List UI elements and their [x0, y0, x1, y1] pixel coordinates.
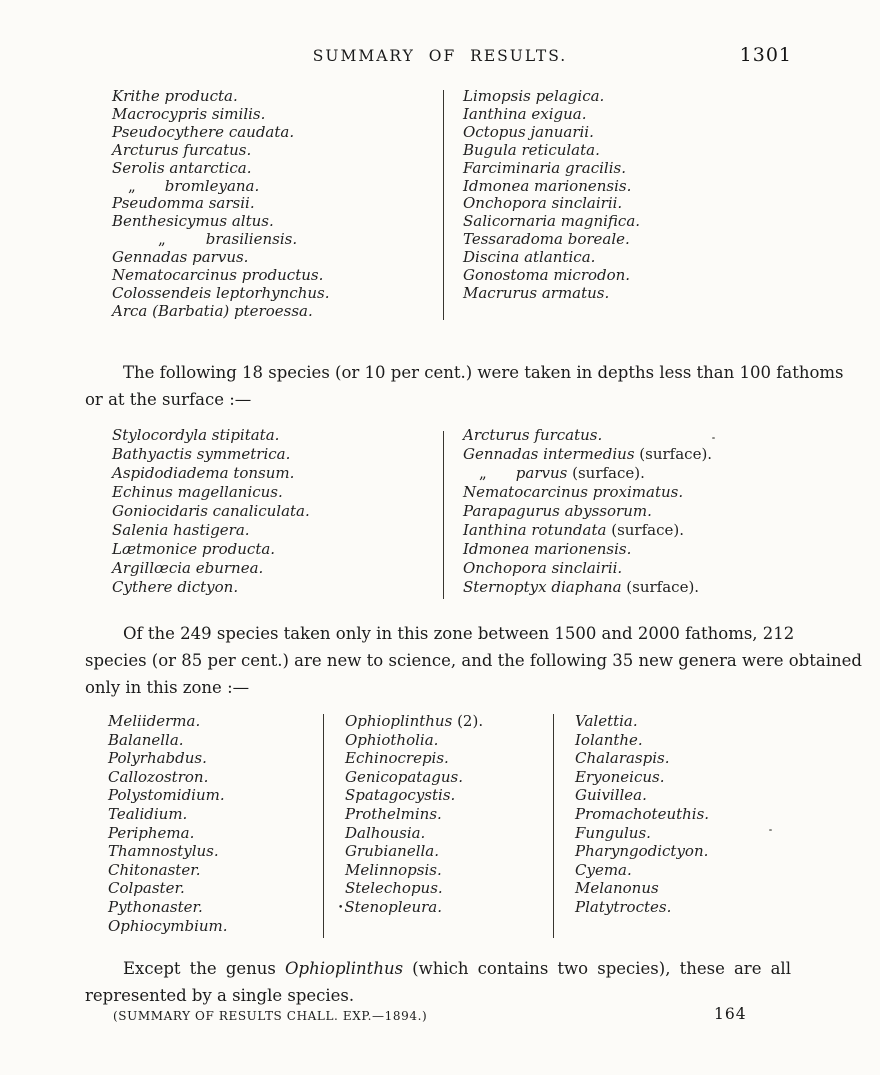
paragraph-shallow-species [85, 360, 844, 414]
species-name: Arcturus furcatus. [463, 426, 603, 444]
paragraph-text: Of the 249 species taken only in this zone between 1500 and 2000 fathoms, 212 [123, 624, 795, 643]
species-name: Meliiderma. [108, 712, 201, 730]
species-name: Arca (Barbatia) pteroessa. [112, 301, 313, 320]
species-item [112, 249, 330, 267]
species-item [112, 285, 330, 303]
species-name: Idmonea marionensis. [463, 176, 632, 195]
species-item [463, 142, 640, 160]
species-name: Stylocordyla stipitata. [112, 426, 280, 444]
species-item [345, 712, 483, 731]
species-item [463, 540, 712, 559]
species-item [463, 213, 640, 231]
species-name: Colpaster. [108, 879, 185, 898]
species-item [463, 578, 712, 597]
species-name: Salicornaria magnifica. [463, 212, 641, 231]
species-item [575, 731, 709, 750]
species-name: Echinus magellanicus. [112, 483, 283, 501]
paragraph-line [85, 621, 795, 648]
species-item [463, 160, 640, 178]
species-name: Benthesicymus altus. [112, 212, 274, 231]
species-name: Chitonaster. [108, 860, 201, 879]
species-name: Eryoneicus. [575, 767, 665, 786]
species-note: (surface). [606, 521, 684, 539]
species-name: Gennadas parvus. [112, 248, 249, 267]
species-item [108, 898, 228, 917]
species-name: Grubianella. [345, 842, 439, 861]
species-name: Ophiocymbium. [108, 916, 228, 935]
species-item [345, 824, 483, 843]
species-name: Prothelmins. [345, 804, 442, 823]
species-item [112, 464, 310, 483]
species-item [112, 483, 310, 502]
species-name: Serolis antarctica. [112, 158, 252, 177]
species-item [345, 842, 483, 861]
species-item [575, 786, 709, 805]
species-name: Macrocypris similis. [112, 104, 266, 123]
species-item [345, 786, 483, 805]
species-name: Pseudomma sarsii. [112, 194, 255, 213]
species-item [112, 178, 330, 196]
species-name: Onchopora sinclairii. [463, 559, 623, 577]
species-item [463, 445, 712, 464]
species-name: Lætmonice producta. [112, 540, 276, 558]
species-item [108, 917, 228, 936]
species-name: Platytroctes. [575, 897, 672, 916]
species-name: Ianthina exigua. [463, 104, 587, 123]
genera-list-column-3 [575, 712, 709, 917]
species-item [108, 786, 228, 805]
species-name: Chalaraspis. [575, 749, 670, 768]
species-item [345, 879, 483, 898]
species-list-2-left-column [112, 426, 310, 597]
genera-list-column-2 [338, 712, 484, 918]
species-name: Gonostoma microdon. [463, 266, 631, 285]
species-name: Onchopora sinclairii. [463, 194, 623, 213]
species-list-1-left-column [112, 88, 330, 321]
species-item [463, 426, 712, 445]
species-name: Arcturus furcatus. [112, 140, 252, 159]
species-name: Promachoteuthis. [575, 804, 710, 823]
species-item [112, 559, 310, 578]
species-name: Genicopatagus. [345, 767, 463, 786]
species-name: Periphema. [108, 823, 195, 842]
paragraph-text: represented by a single species. [85, 985, 355, 1005]
species-name: Cyema. [575, 860, 632, 879]
species-item [463, 502, 712, 521]
species-name: Argillœcia eburnea. [112, 559, 264, 577]
species-item [575, 898, 709, 917]
species-item [575, 712, 709, 731]
species-item [112, 303, 330, 321]
page-number: 1301 [739, 44, 792, 66]
species-name: Ophiotholia. [345, 730, 439, 749]
species-note: (surface). [567, 464, 645, 482]
species-name: Farciminaria gracilis. [463, 158, 626, 177]
ink-dot: • [338, 902, 344, 913]
species-name: Nematocarcinus productus. [112, 266, 324, 285]
species-note: (surface). [634, 445, 713, 463]
species-name: Gennadas intermedius [463, 445, 635, 463]
species-name: Bugula reticulata. [463, 140, 600, 159]
species-name: Guivillea. [575, 786, 647, 805]
species-item [112, 445, 310, 464]
species-item [108, 879, 228, 898]
species-item [108, 712, 228, 731]
species-item [463, 267, 640, 285]
species-name: Callozostron. [108, 767, 209, 786]
species-name: Fungulus. [575, 823, 651, 842]
paragraph-line [85, 983, 791, 1010]
species-item [112, 160, 330, 178]
paragraph-line [85, 675, 791, 702]
species-name: parvus [515, 464, 568, 482]
species-item [112, 502, 310, 521]
species-item [575, 768, 709, 787]
species-item [463, 559, 712, 578]
running-head-title: SUMMARY OF RESULTS. [312, 47, 568, 65]
paragraph-line [85, 360, 844, 387]
species-name: Melanonus [575, 879, 659, 898]
paragraph-text: The following 18 species (or 10 per cent.) were taken in depths less than 100 fathoms [123, 363, 844, 382]
species-name: Dalhousia. [345, 823, 426, 842]
species-item [108, 731, 228, 750]
species-item [112, 540, 310, 559]
species-item [575, 861, 709, 880]
species-item [463, 249, 640, 267]
species-name: Polyrhabdus. [108, 749, 207, 768]
species-item [575, 824, 709, 843]
species-name: Aspidodiadema tonsum. [112, 464, 295, 482]
species-name: Krithe producta. [112, 87, 238, 105]
paragraph-new-genera [85, 621, 862, 701]
species-name: Pseudocythere caudata. [112, 122, 295, 141]
species-item [575, 879, 709, 898]
species-name: Bathyactis symmetrica. [112, 445, 291, 463]
species-name: Discina atlantica. [463, 248, 596, 267]
ditto-mark: „ [158, 230, 166, 249]
species-name: Colossendeis leptorhynchus. [112, 283, 330, 302]
species-item [345, 731, 483, 750]
species-item [112, 267, 330, 285]
species-item [463, 521, 712, 540]
species-name: Goniocidaris canaliculata. [112, 502, 310, 520]
species-list-2-right-column [463, 426, 712, 597]
ditto-mark: „ [128, 176, 136, 195]
genus-name-inline: Ophioplinthus [285, 959, 404, 978]
species-item [112, 88, 330, 106]
column-divider-rule [443, 431, 444, 599]
species-item [463, 106, 640, 124]
paragraph-text: (which contains two species), these are all [403, 959, 791, 978]
species-name: Salenia hastigera. [112, 521, 250, 539]
species-item [463, 88, 640, 106]
paragraph-line [85, 387, 791, 414]
species-item [108, 861, 228, 880]
paragraph-line [85, 648, 862, 675]
species-item [345, 749, 483, 768]
species-item [463, 483, 712, 502]
species-item [345, 768, 483, 787]
species-name: Thamnostylus. [108, 842, 219, 861]
species-name: Ophioplinthus [345, 712, 453, 730]
species-item [463, 285, 640, 303]
species-name: Balanella. [108, 730, 184, 749]
paragraph-text: Except the genus [123, 959, 286, 978]
species-name: Tealidium. [108, 804, 188, 823]
species-item [108, 842, 228, 861]
species-item [345, 805, 483, 824]
ditto-mark: „ [479, 464, 487, 482]
species-item [463, 178, 640, 196]
column-divider-rule [323, 714, 324, 938]
species-name: Pythonaster. [108, 897, 203, 916]
species-note: (2). [452, 712, 484, 730]
footer-signature-number: 164 [714, 1005, 747, 1023]
species-name: Spatagocystis. [345, 786, 456, 805]
species-item [112, 231, 330, 249]
species-list-1-right-column [463, 88, 640, 303]
species-item [463, 464, 712, 483]
species-name: bromleyana. [164, 176, 260, 195]
species-item [112, 106, 330, 124]
species-name: Tessaradoma boreale. [463, 230, 630, 249]
paragraph-text: only in this zone :— [85, 677, 250, 697]
species-note: (surface). [621, 578, 700, 596]
paragraph-text: or at the surface :— [85, 389, 252, 409]
species-item [108, 805, 228, 824]
species-item [463, 231, 640, 249]
species-item [575, 842, 709, 861]
species-name: Stenopleura. [344, 897, 443, 916]
species-name: Stelechopus. [345, 879, 443, 898]
species-item [112, 521, 310, 540]
species-name: Idmonea marionensis. [463, 540, 632, 558]
species-item [108, 768, 228, 787]
paragraph-text: species (or 85 per cent.) are new to science, and the following 35 new genera were obtained [85, 650, 862, 670]
species-item [112, 142, 330, 160]
species-name: Polystomidium. [108, 786, 225, 805]
species-name: Parapagurus abyssorum. [463, 502, 652, 520]
paragraph-closing-note [85, 956, 791, 1010]
scan-speck [712, 437, 715, 439]
footer-imprint: (SUMMARY OF RESULTS CHALL. EXP.—1894.) [113, 1009, 428, 1023]
scan-speck [769, 829, 772, 831]
species-name: Ianthina rotundata [463, 521, 607, 539]
species-item [575, 805, 709, 824]
genera-list-column-1 [108, 712, 228, 935]
species-item [108, 749, 228, 768]
species-name: Octopus januarii. [463, 122, 594, 141]
species-name: Nematocarcinus proximatus. [463, 483, 684, 501]
column-divider-rule [443, 90, 444, 320]
species-name: Pharyngodictyon. [575, 842, 709, 861]
species-item [112, 195, 330, 213]
species-item [463, 124, 640, 142]
species-item [112, 426, 310, 445]
species-name: Cythere dictyon. [112, 578, 239, 596]
species-item [338, 897, 483, 918]
species-item [575, 749, 709, 768]
species-name: Macrurus armatus. [463, 283, 610, 302]
paragraph-line [85, 956, 791, 983]
species-item [345, 861, 483, 880]
column-divider-rule [553, 714, 554, 938]
species-name: Iolanthe. [575, 730, 643, 749]
species-item [463, 195, 640, 213]
species-item [112, 578, 310, 597]
species-name: Melinnopsis. [345, 860, 442, 879]
species-item [112, 213, 330, 231]
species-item [112, 124, 330, 142]
species-item [108, 824, 228, 843]
species-name: Sternoptyx diaphana [463, 578, 622, 596]
species-name: Limopsis pelagica. [463, 87, 605, 105]
species-name: Echinocrepis. [345, 749, 449, 768]
species-name: brasiliensis. [205, 230, 298, 249]
species-name: Valettia. [575, 712, 638, 730]
